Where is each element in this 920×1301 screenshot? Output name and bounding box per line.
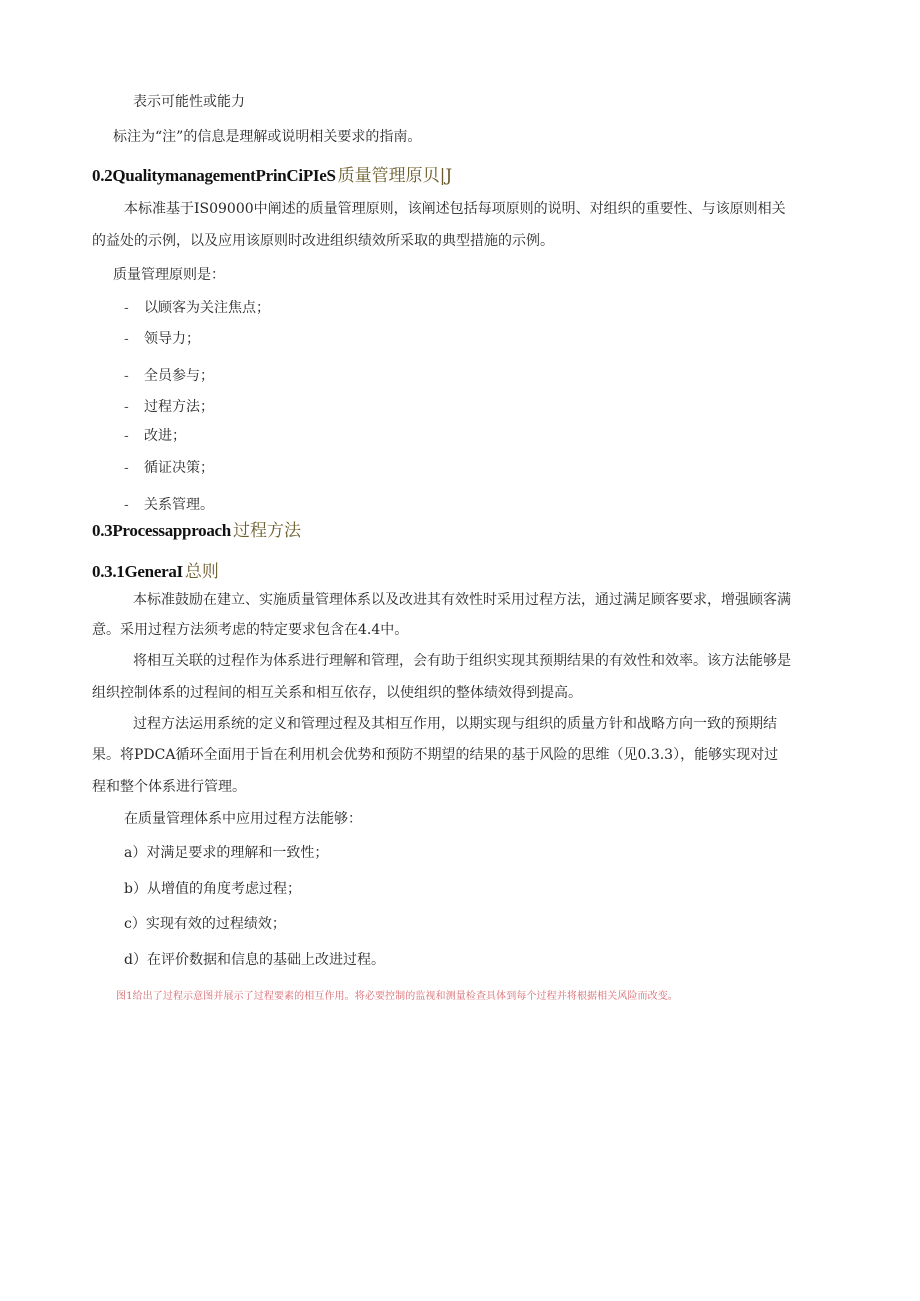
section-0-3-1-para2-line-2: 组织控制体系的过程间的相互关系和相互依存，以使组织的整体绩效得到提高。 xyxy=(92,685,582,701)
principle-item xyxy=(124,426,186,446)
principle-text: 过程方法； xyxy=(144,399,214,415)
principle-text: 以顾客为关注焦点； xyxy=(144,300,270,316)
list-dash: - xyxy=(124,428,129,444)
section-0-3-1-heading-en: 0.3.1GeneraI xyxy=(92,562,183,581)
apply-item: b）从增值的角度考虑过程； xyxy=(124,881,301,897)
apply-item: d）在评价数据和信息的基础上改进过程。 xyxy=(124,952,385,968)
principle-text: 全员参与； xyxy=(144,368,214,384)
section-0-3-heading-en: 0.3Processapproach xyxy=(92,521,231,540)
principle-text: 循证决策； xyxy=(144,460,214,476)
list-dash: - xyxy=(124,497,129,513)
principle-item xyxy=(124,298,270,318)
section-0-3-1-para3-line-2: 果。将PDCA循环全面用于旨在利用机会优势和预防不期望的结果的基于风险的思维（见0.3.3），能够实现对过 xyxy=(92,747,779,763)
principle-item xyxy=(124,495,214,515)
intro-line-1: 表示可能性或能力 xyxy=(133,94,245,110)
apply-intro: 在质量管理体系中应用过程方法能够： xyxy=(124,811,362,827)
section-0-3-1-para2-line-1: 将相互关联的过程作为体系进行理解和管理，会有助于组织实现其预期结果的有效性和效率。该方法能够是 xyxy=(133,653,791,669)
section-0-3-1-para3-line-3: 程和整个体系进行管理。 xyxy=(92,779,246,795)
apply-item: a）对满足要求的理解和一致性； xyxy=(124,845,329,861)
section-0-2-para-line-2: 的益处的示例，以及应用该原则时改进组织绩效所采取的典型措施的示例。 xyxy=(92,233,554,249)
principle-text: 领导力； xyxy=(144,331,200,347)
section-0-3-1-para3-line-1: 过程方法运用系统的定义和管理过程及其相互作用，以期实现与组织的质量方针和战略方向一致的预期结 xyxy=(133,716,777,732)
list-dash: - xyxy=(124,368,129,384)
principle-item xyxy=(124,366,214,386)
section-0-2-heading xyxy=(92,164,452,188)
principle-text: 关系管理。 xyxy=(144,497,214,513)
figure-note: 图1给出了过程示意图并展示了过程要素的相互作用。将必要控制的监视和测量检查具体到每个过程并将根据相关风险而改变。 xyxy=(116,991,678,1002)
section-0-3-heading-zh: 过程方法 xyxy=(232,521,301,541)
list-dash: - xyxy=(124,460,129,476)
list-dash: - xyxy=(124,331,129,347)
section-0-3-1-para1-line-2: 意。采用过程方法须考虑的特定要求包含在4.4中。 xyxy=(92,622,409,638)
section-0-2-heading-zh: 质量管理原贝|J xyxy=(337,166,453,186)
section-0-3-1-heading-zh: 总则 xyxy=(184,562,219,582)
list-dash: - xyxy=(124,300,129,316)
intro-line-2: 标注为“注”的信息是理解或说明相关要求的指南。 xyxy=(113,129,422,145)
section-0-3-1-para1-line-1: 本标准鼓励在建立、实施质量管理体系以及改进其有效性时采用过程方法，通过满足顾客要求，增强顾客满 xyxy=(133,592,791,608)
section-0-2-heading-en: 0.2QualitymanagementPrinCiPIeS xyxy=(92,166,336,185)
section-0-3-1-heading xyxy=(92,560,219,584)
list-dash: - xyxy=(124,399,129,415)
apply-item: c）实现有效的过程绩效； xyxy=(124,916,286,932)
principle-text: 改进； xyxy=(144,428,186,444)
principle-item xyxy=(124,329,200,349)
principle-item xyxy=(124,458,214,478)
principles-intro: 质量管理原则是： xyxy=(113,267,225,283)
section-0-2-para-line-1: 本标准基于IS09000中阐述的质量管理原则，该阐述包括每项原则的说明、对组织的重要性、与该原则相关 xyxy=(124,201,786,217)
section-0-3-heading xyxy=(92,519,301,543)
principle-item xyxy=(124,397,214,417)
